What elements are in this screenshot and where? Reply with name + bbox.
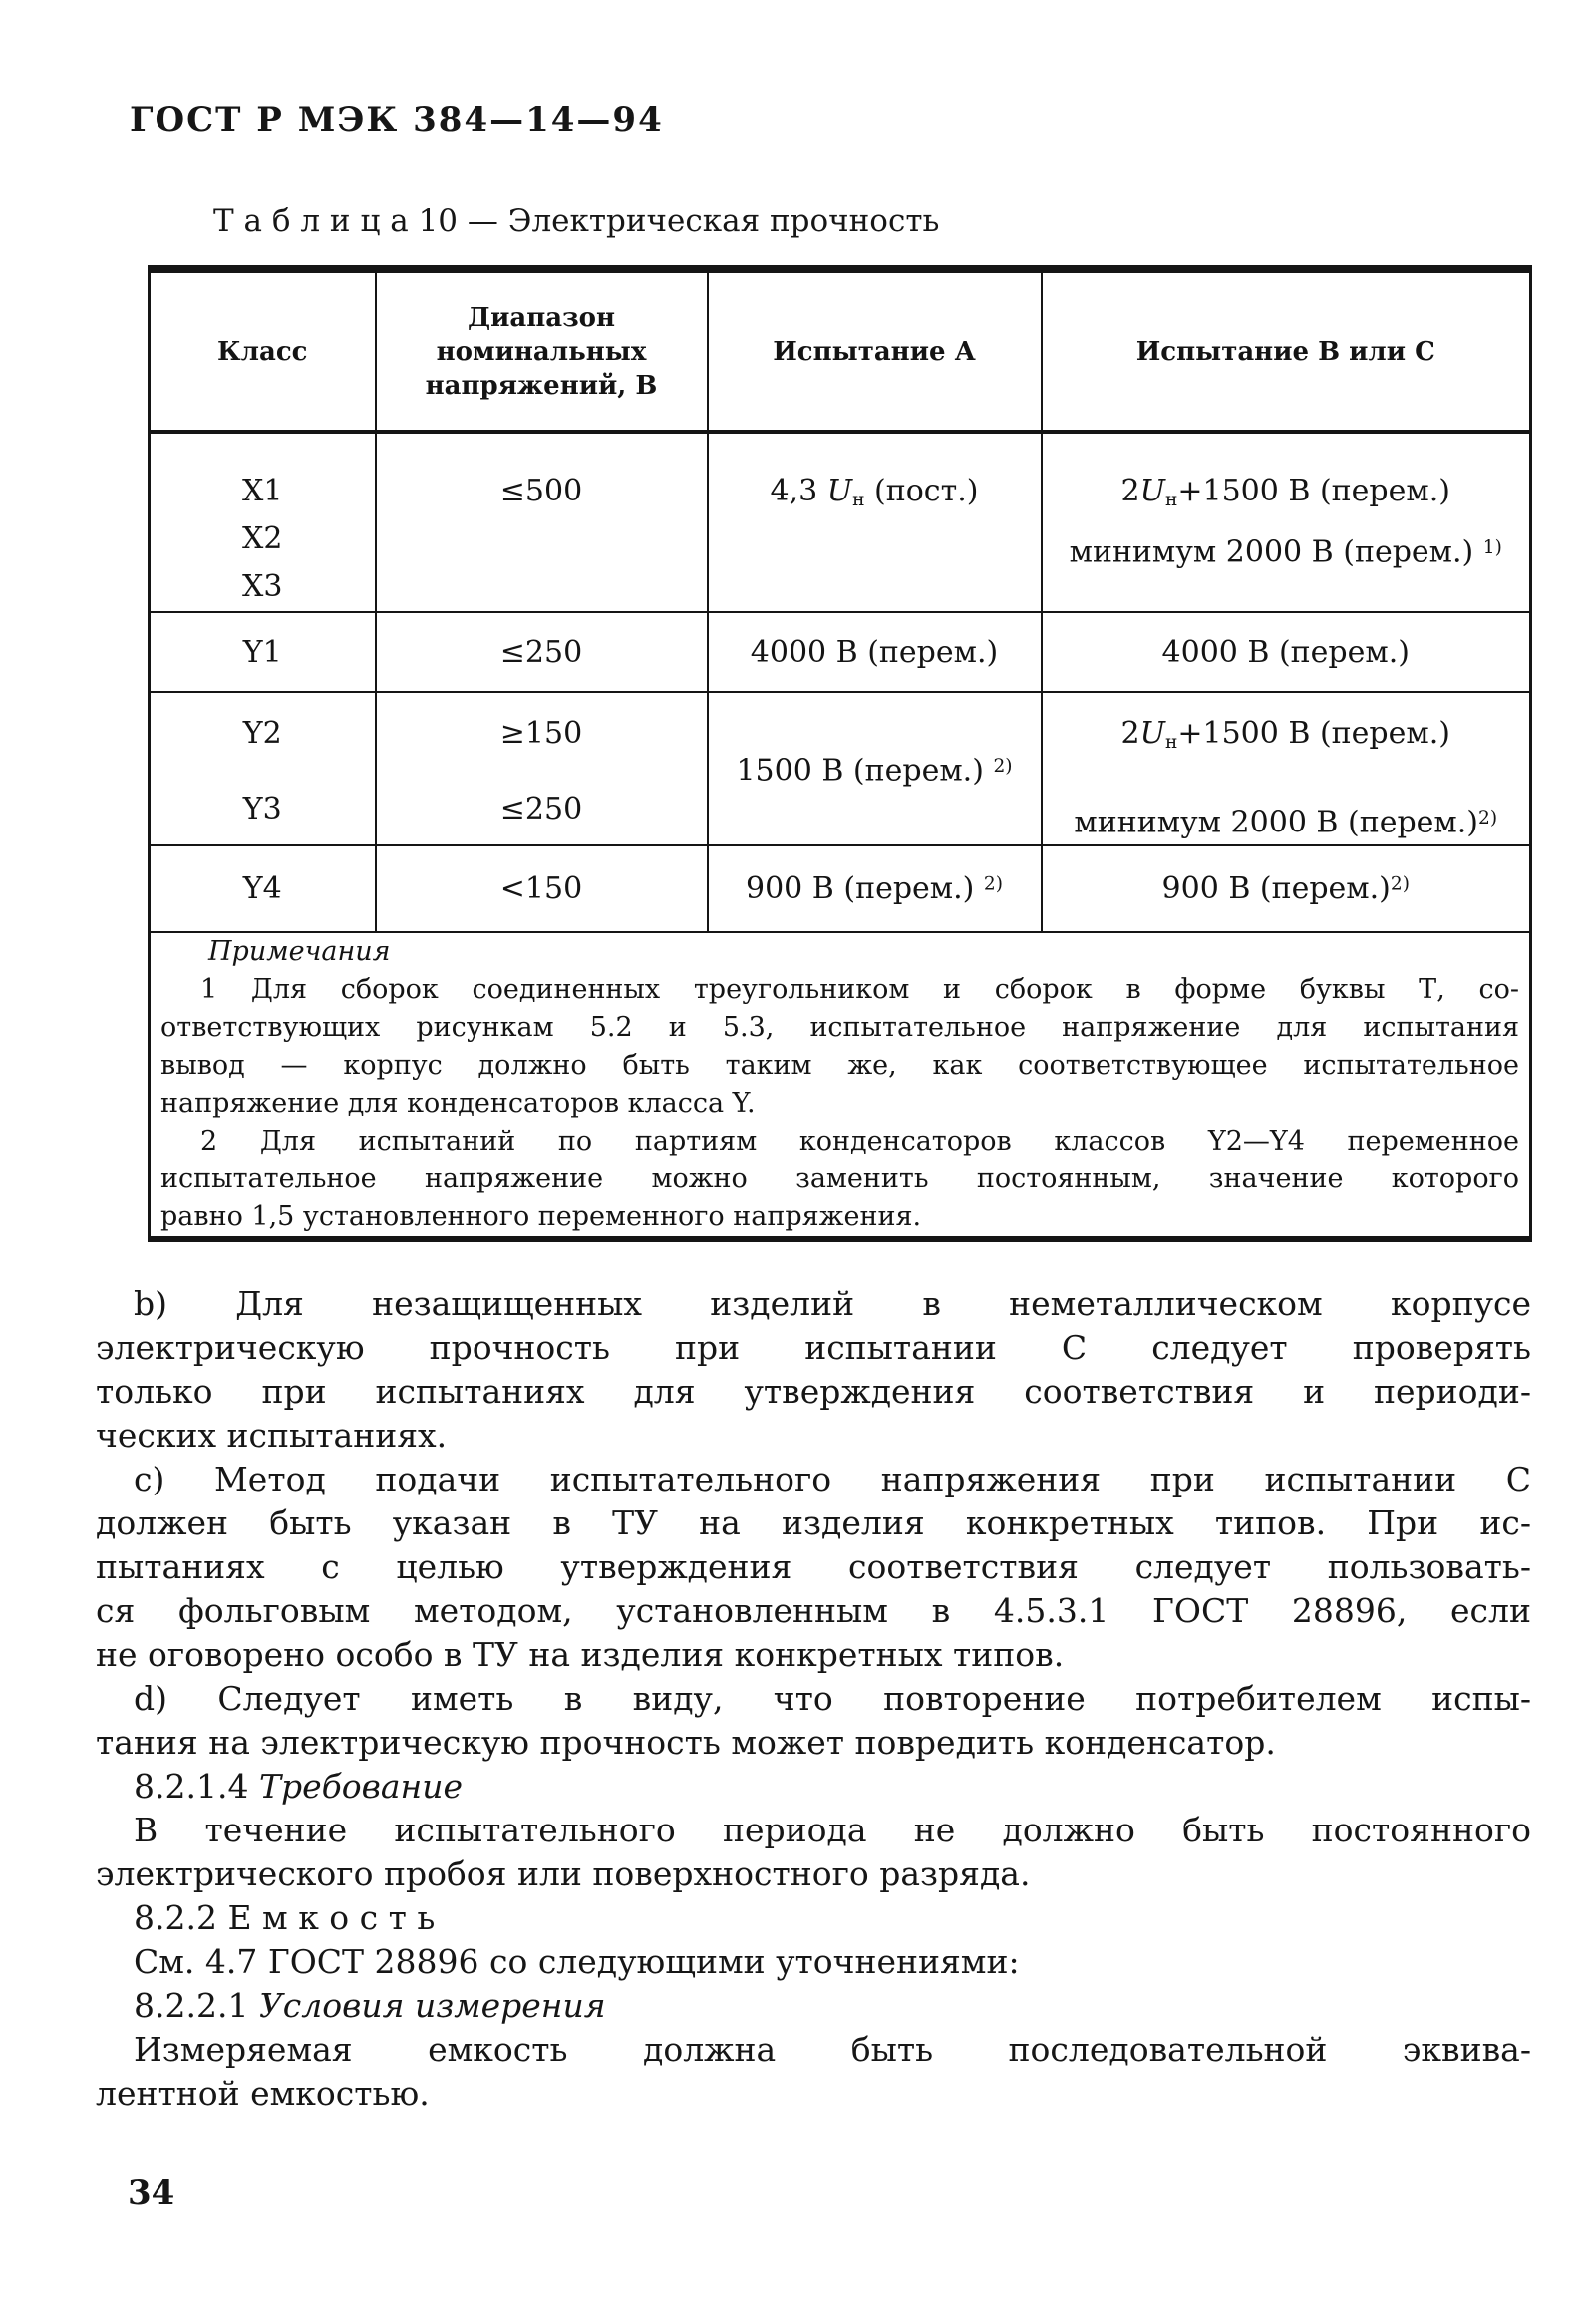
note-line: ответствующих рисункам 5.2 и 5.3, испытательное напряжение для испытания	[160, 1011, 1519, 1043]
section-heading-8-2-1-4: 8.2.1.4 Требование	[134, 1766, 464, 1806]
cell-range-x	[376, 432, 708, 612]
text-line: только при испытаниях для утверждения соответствия и периоди-	[96, 1371, 1531, 1411]
cell-test-a-y2-y3	[708, 692, 1042, 845]
text-line: пытаниях с целью утверждения соответствия следует пользовать-	[96, 1546, 1531, 1586]
cell-test-bc-x	[1042, 432, 1531, 612]
class-label: X2	[242, 521, 283, 556]
cell-class-y2-y3	[150, 692, 376, 845]
cell-range-y1: ≤250	[376, 612, 708, 692]
section-heading-8-2-2-1: 8.2.2.1 Условия измерения	[134, 1985, 606, 2025]
body-text	[96, 1282, 1531, 2116]
cell-test-bc-y1: 4000 В (перем.)	[1042, 612, 1531, 692]
page-number: 34	[128, 2172, 175, 2213]
class-label: X3	[242, 569, 283, 604]
class-label: Y3	[242, 792, 282, 827]
text-line: электрического пробоя или поверхностного разряда.	[96, 1853, 1031, 1893]
section-heading-8-2-2: 8.2.2 Е м к о с т ь	[134, 1897, 436, 1937]
table-row-y2-y3	[150, 692, 1531, 845]
table-row-y1	[150, 612, 1531, 692]
standard-designation: ГОСТ Р МЭК 384—14—94	[130, 100, 664, 140]
test-bc-line: $2U_н+1500$ В (перем.)	[1120, 716, 1450, 754]
cell-range-y2-y3	[376, 692, 708, 845]
text-line: ся фольговым методом, установленным в 4.5.3.1 ГОСТ 28896, если	[96, 1590, 1531, 1630]
text-line: электрическую прочность при испытании С следует проверять	[96, 1327, 1531, 1367]
cell-class-x	[150, 432, 376, 612]
note-line: равно 1,5 установленного переменного напряжения.	[160, 1200, 922, 1232]
table-notes	[150, 932, 1531, 1239]
cell-test-bc-y4: 900 В (перем.)$^{2)}$	[1042, 845, 1531, 932]
table-row-y4	[150, 845, 1531, 932]
test-bc-line: минимум 2000 В (перем.) $^{1)}$	[1069, 534, 1502, 570]
range-value: ≤500	[499, 474, 583, 508]
text-line: c) Метод подачи испытательного напряжения при испытании С	[134, 1459, 1531, 1498]
test-a-value: 4,3 $U_н$ (пост.)	[770, 474, 979, 511]
electrical-strength-table	[148, 265, 1532, 1242]
class-label: Y2	[242, 716, 282, 751]
col-header-voltage-range: Диапазон номинальных напряжений, В	[376, 269, 708, 432]
test-a-value: 1500 В (перем.) $^{2)}$	[736, 752, 1013, 788]
col-header-class: Класс	[150, 269, 376, 432]
table-caption: Т а б л и ц а 10 — Электрическая прочность	[213, 203, 940, 239]
note-line: 1 Для сборок соединенных треугольником и сборок в форме буквы Т, со-	[200, 973, 1519, 1005]
cell-test-bc-y2-y3	[1042, 692, 1531, 845]
text-line: Измеряемая емкость должна быть последовательной эквива-	[134, 2029, 1531, 2069]
text-line: ческих испытаниях.	[96, 1415, 448, 1455]
note-line: напряжение для конденсаторов класса Y.	[160, 1087, 756, 1119]
cell-test-a-x	[708, 432, 1042, 612]
text-line: лентной емкостью.	[96, 2073, 430, 2113]
class-label: X1	[242, 474, 283, 508]
note-line: вывод — корпус должно быть таким же, как соответствующее испытательное	[160, 1049, 1519, 1081]
note-line: испытательное напряжение можно заменить постоянным, значение которого	[160, 1162, 1519, 1194]
table-notes-row	[150, 932, 1531, 1239]
table-header-row	[150, 269, 1531, 432]
text-line: не оговорено особо в ТУ на изделия конкретных типов.	[96, 1634, 1065, 1674]
range-value: ≥150	[499, 716, 583, 751]
range-value: ≤250	[499, 792, 583, 827]
cell-class-y4: Y4	[150, 845, 376, 932]
text-line: См. 4.7 ГОСТ 28896 со следующими уточнениями:	[134, 1941, 1020, 1981]
test-bc-line: минимум 2000 В (перем.)$^{2)}$	[1074, 805, 1498, 840]
text-line: В течение испытательного периода не должно быть постоянного	[134, 1810, 1531, 1849]
col-header-test-b-or-c: Испытание В или С	[1042, 269, 1531, 432]
cell-test-a-y1: 4000 В (перем.)	[708, 612, 1042, 692]
text-line: должен быть указан в ТУ на изделия конкретных типов. При ис-	[96, 1502, 1531, 1542]
test-bc-line: $2U_н+1500$ В (перем.)	[1120, 474, 1450, 511]
col-header-test-a: Испытание А	[708, 269, 1042, 432]
note-line: 2 Для испытаний по партиям конденсаторов классов Y2—Y4 переменное	[200, 1125, 1519, 1157]
cell-test-a-y4: 900 В (перем.) $^{2)}$	[708, 845, 1042, 932]
text-line: d) Следует иметь в виду, что повторение потребителем испы-	[134, 1678, 1531, 1718]
table-row-x	[150, 432, 1531, 612]
text-line: b) Для незащищенных изделий в неметаллическом корпусе	[134, 1283, 1531, 1323]
notes-title: Примечания	[208, 935, 391, 967]
text-line: тания на электрическую прочность может повредить конденсатор.	[96, 1722, 1276, 1762]
cell-range-y4: <150	[376, 845, 708, 932]
cell-class-y1: Y1	[150, 612, 376, 692]
